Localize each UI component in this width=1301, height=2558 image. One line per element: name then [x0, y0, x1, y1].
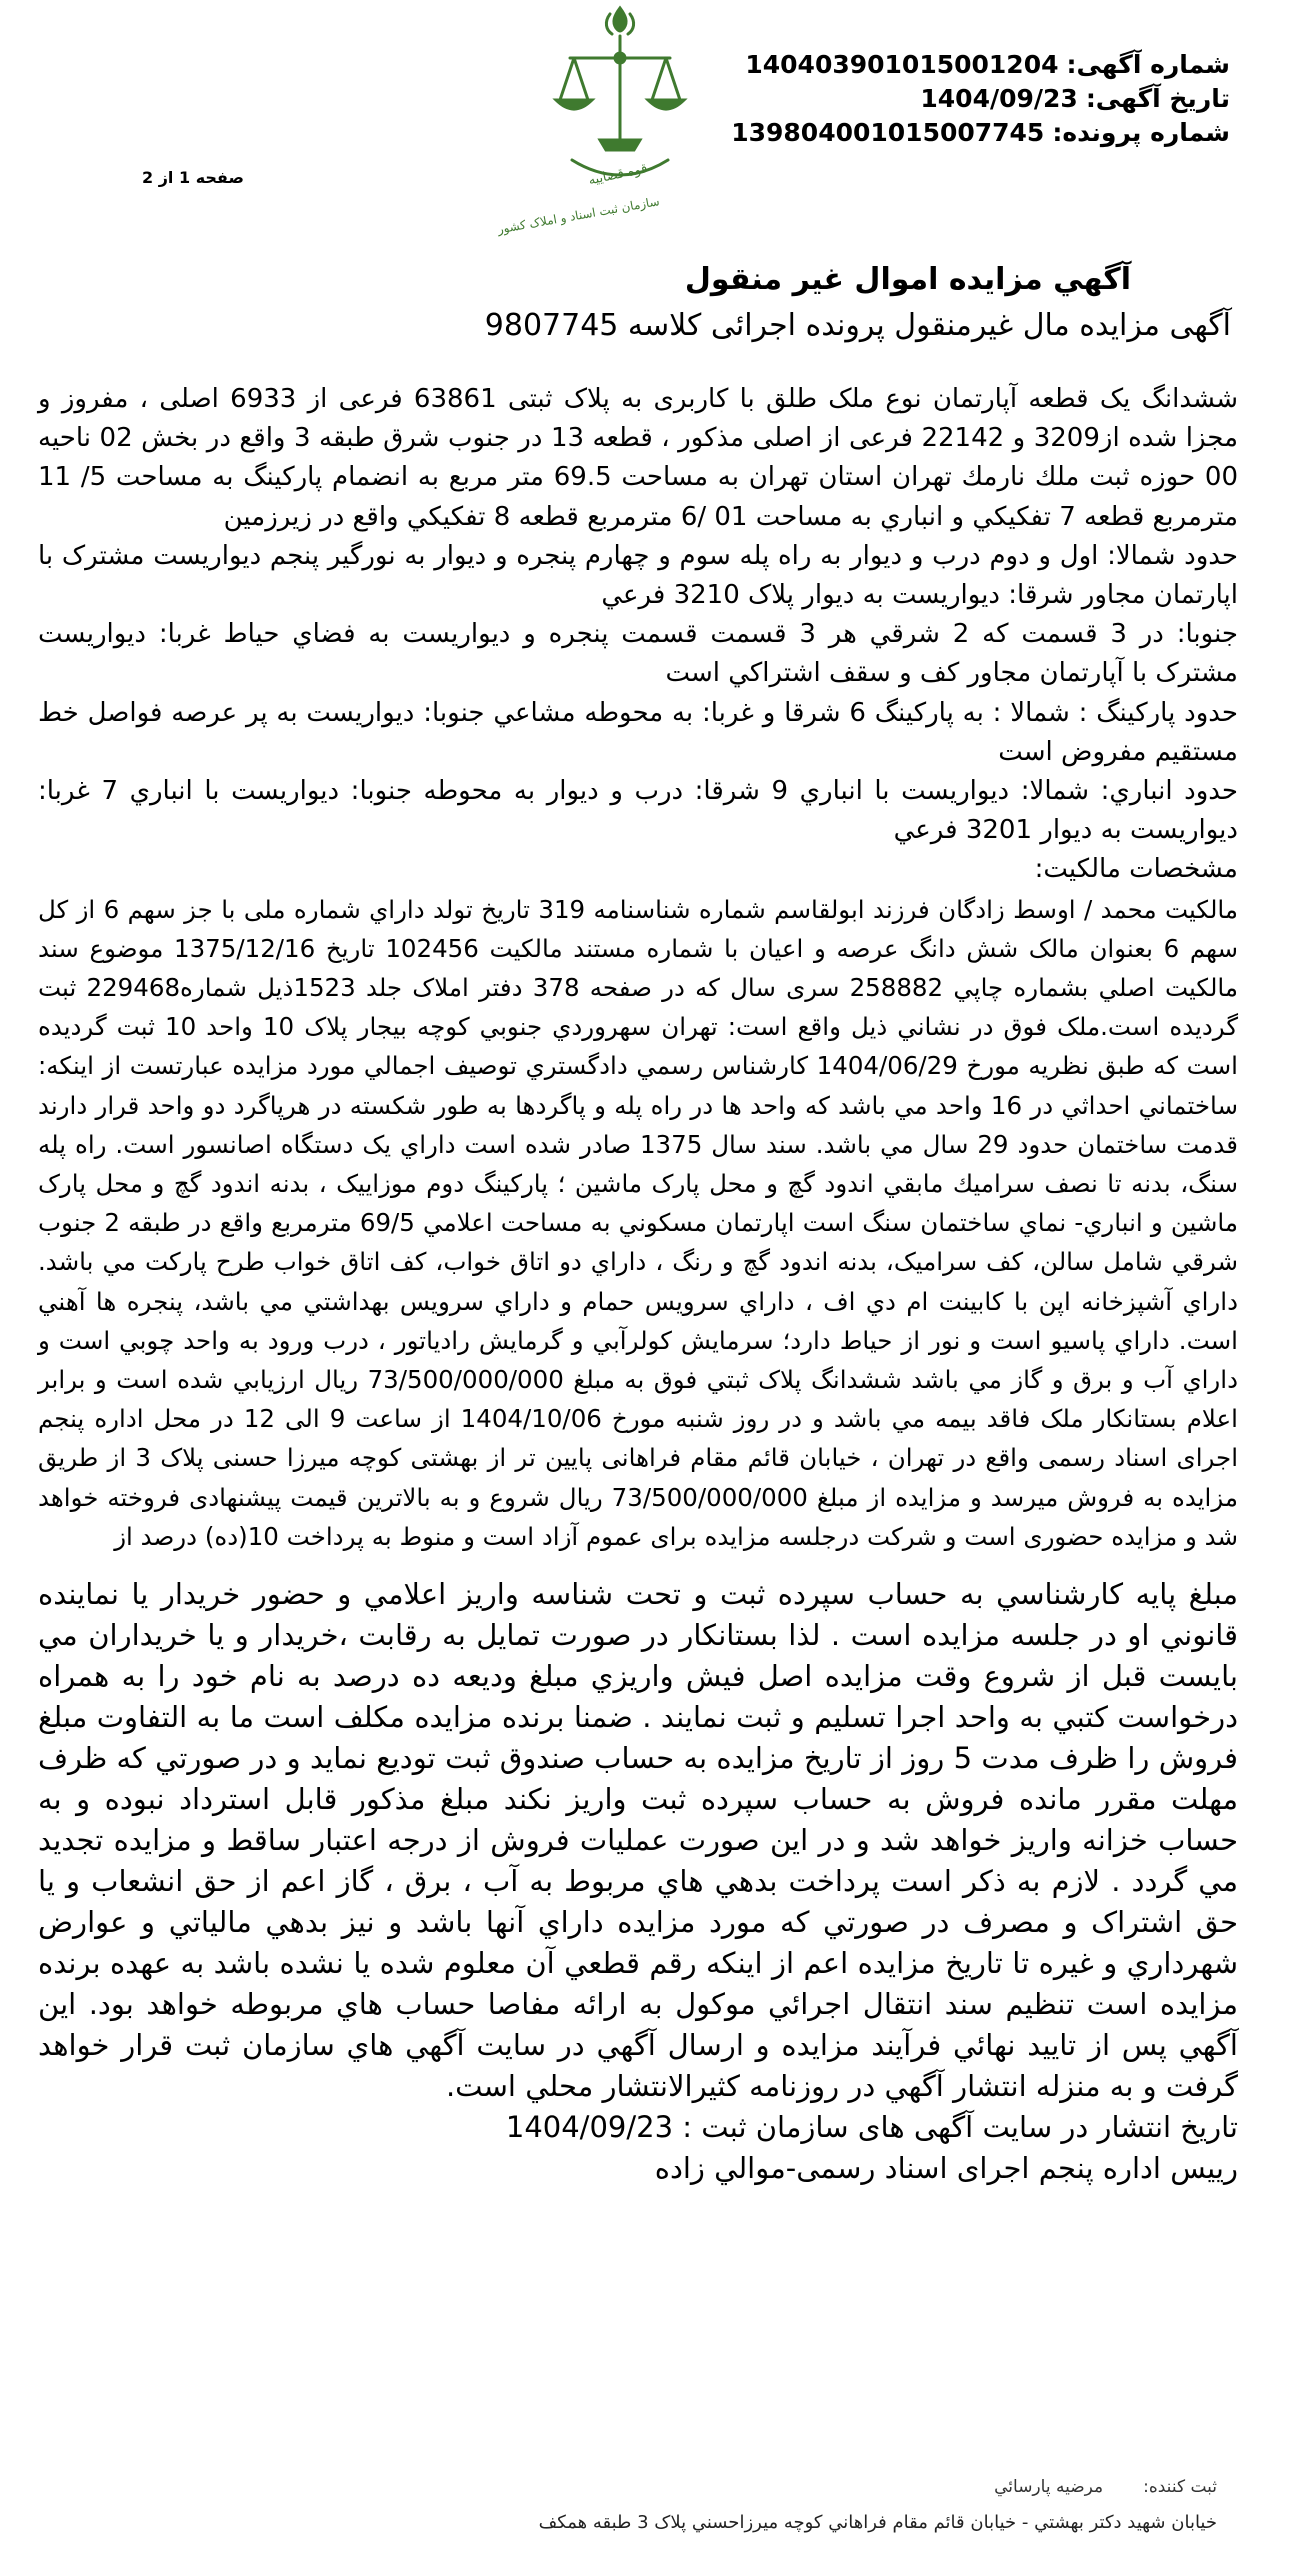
- notice-number-row: [745, 48, 1230, 82]
- judiciary-emblem: [496, 0, 700, 237]
- case-number: 139804001015007745: [731, 118, 1045, 147]
- ownership-heading: مشخصات مالکیت:: [1034, 854, 1238, 885]
- page-subtitle: آگهی مزایده مال غیرمنقول پرونده اجرائی کلاسه 9807745: [484, 308, 1231, 343]
- svg-text:سازمان ثبت اسناد و املاک کشور: سازمان ثبت اسناد و املاک کشور: [496, 194, 661, 237]
- case-number-row: [731, 116, 1230, 150]
- storage-boundaries: حدود انباري: شمالا: ديواريست با انباري 9 شرقا: درب و ديوار به محوطه جنوبا: ديواريست با انباري 7 غربا: ديواريست به ديوار 3201 فرعي: [38, 776, 1238, 846]
- page-title: آگهي مزايده اموال غير منقول: [684, 262, 1131, 297]
- registrar-line: [0, 2477, 1301, 2497]
- property-description: ششدانگ یک قطعه آپارتمان نوع ملک طلق با کاربری به پلاک ثبتی 63861 فرعی از 6933 اصلی ، مفروز و مجزا شده از3209 و 22142 فرعی از اصلی مذکور ، قطعه 13 در جنوب شرق طبقه 3 واقع در بخش 02 ناحیه 00 حوزه ثبت ملك نارمك تهران استان تهران به مساحت 69.5 متر مربع به انضمام پاركينگ به مساحت 5/ 11 مترمربع قطعه 7 تفكيكي و انباري به مساحت 01 /6 مترمربع قطعه 8 تفكيكي واقع در زيرزمين: [38, 384, 1239, 532]
- page-indicator: صفحه 1 از 2: [142, 168, 244, 187]
- case-number-label: شماره پرونده:: [1052, 118, 1230, 147]
- notice-body: [38, 380, 1238, 2189]
- parking-boundaries: حدود پاركينگ : شمالا : به پاركينگ 6 شرقا و غربا: به محوطه مشاعي جنوبا: ديواريست به پر عرصه فواصل خط مستقيم مفروض است: [38, 697, 1238, 767]
- scales-of-justice-icon: [496, 0, 700, 237]
- publish-date-line: تاريخ انتشار در سايت آگهی های سازمان ثبت : 1404/09/23: [505, 2110, 1238, 2145]
- registrar-name: مرضيه پارسائي: [994, 2477, 1104, 2497]
- notice-date-row: [760, 82, 1230, 116]
- footer-address: خيابان شهيد دكتر بهشتي - خيابان قائم مقام فراهاني كوچه ميرزاحسني پلاک 3 طبقه همكف: [538, 2512, 1217, 2533]
- boundaries-south-west: جنوبا: در 3 قسمت كه 2 شرقي هر 3 قسمت قسمت پنجره و ديواريست به فضاي حياط غربا: ديواريست مشترک با آپارتمان مجاور كف و سقف اشتراكي است: [38, 619, 1239, 689]
- notice-number-label: شماره آگهی:: [1066, 50, 1230, 79]
- notice-date: 1404/09/23: [920, 84, 1078, 113]
- boundaries-north-east: حدود شمالا: اول و دوم درب و ديوار به راه پله سوم و چهارم پنجره و ديوار به نورگير پنجم ديواريست مشترک با اپارتمان مجاور شرقا: ديواريست به ديوار پلاک 3210 فرعي: [38, 540, 1238, 611]
- auction-terms: مبلغ پايه كارشناسي به حساب سپرده ثبت و تحت شناسه واريز اعلامي و حضور خريدار يا نماينده قانوني او در جلسه مزايده است . لذا بستانكار در صورت تمايل به رقابت ،خريدار و يا خريداران مي بايست قبل از شروع وقت مزايده اصل فيش واريزي مبلغ وديعه ده درصد به نام خود را به همراه درخواست كتبي به واحد اجرا تسليم و ثبت نمايند . ضمنا برنده مزايده مكلف است ما به التفاوت مبلغ فروش را ظرف مدت 5 روز از تاريخ مزايده به حساب صندوق ثبت توديع نمايد و در صورتي كه ظرف مهلت مقرر مانده فروش به حساب سپرده ثبت واريز نكند مبلغ مذكور قابل استرداد نبوده و به حساب خزانه واريز خواهد شد و در اين صورت عمليات فروش از درجه اعتبار ساقط و مزايده تجديد مي گردد . لازم به ذكر است پرداخت بدهي هاي مربوط به آب ، برق ، گاز اعم از حق انشعاب و يا حق اشتراک و مصرف در صورتي كه مورد مزايده داراي آنها باشد و نيز بدهي مالياتي و عوارض شهرداري و غيره تا تاريخ مزايده اعم از اينكه رقم قطعي آن معلوم شده يا نشده باشد به عهده برنده مزايده است تنظيم سند انتقال اجرائي موكول به ارائه مفاصا حساب هاي مربوطه خواهد بود. اين آگهي پس از تاييد نهائي فرآيند مزايده و ارسال آگهي در سايت آگهي هاي سازمان ثبت قرار خواهد گرفت و به منزله انتشار آگهي در روزنامه كثيرالانتشار محلي است.: [38, 1577, 1238, 2104]
- notice-number: 140403901015001204: [745, 50, 1059, 79]
- notice-date-label: تاریخ آگهی:: [1085, 84, 1230, 113]
- signature-line: رييس اداره پنجم اجرای اسناد رسمی-موالي زاده: [654, 2151, 1238, 2186]
- notice-meta: [731, 48, 1230, 150]
- svg-text:قوه قضاييه: قوه قضاييه: [587, 161, 649, 189]
- ownership-details: مالكيت محمد / اوسط زادگان فرزند ابولقاسم شماره شناسنامه 319 تاريخ تولد داراي شماره ملی با جز سهم 6 از كل سهم 6 بعنوان مالک شش دانگ عرصه و اعيان با شماره مستند مالکیت 102456 تاريخ 1375/12/16 موضوع سند مالكيت اصلي بشماره چاپي 258882 سری سال كه در صفحه 378 دفتر املاک جلد 1523ذيل شماره229468 ثبت گرديده است.ملک فوق در نشاني ذيل واقع است: تهران سهروردي جنوبي كوچه بيجار پلاک 10 واحد 10 ثبت گرديده است كه طبق نظريه مورخ 1404/06/29 كارشناس رسمي دادگستري توصيف اجمالي مورد مزايده عبارتست از اينكه: ساختماني احداثي در 16 واحد مي باشد كه واحد ها در راه پله و پاگردها به طور شكسته در هرپاگرد دو واحد قرار دارند قدمت ساختمان حدود 29 سال مي باشد. سند سال 1375 صادر شده است داراي يک دستگاه اصانسور است. راه پله سنگ، بدنه تا نصف سراميك مابقي اندود گچ و محل پارک ماشين ؛ پاركينگ دوم موزاييک ، بدنه اندود گچ و محل پارک ماشين و انباري- نماي ساختمان سنگ است اپارتمان مسكوني به مساحت اعلامي 69/5 مترمربع واقع در طبقه 2 جنوب شرقي شامل سالن، كف سراميک، بدنه اندود گچ و رنگ ، داراي دو اتاق خواب، كف اتاق خواب طرح پاركت مي باشد. داراي آشپزخانه اپن با كابينت ام دي اف ، داراي سرويس حمام و داراي سرويس بهداشتي مي باشد، پنجره ها آهني است. داراي پاسيو است و نور از حياط دارد؛ سرمايش كولرآبي و گرمايش رادياتور ، درب ورود به واحد چوبي است و داراي آب و برق و گاز مي باشد ششدانگ پلاک ثبتي فوق به مبلغ 73/500/000/000 ريال ارزيابي شده است و برابر اعلام بستانكار ملک فاقد بيمه مي باشد و در روز شنبه مورخ 1404/10/06 از ساعت 9 الی 12 در محل اداره پنجم اجرای اسناد رسمی واقع در تهران ، خیابان قائم مقام فراهانی پایین تر از بهشتی کوچه میرزا حسنی پلاک 3 از طریق مزایده به فروش میرسد و مزایده از مبلغ 73/500/000/000 ریال شروع و به بالاترین قیمت پیشنهادی فروخته خواهد شد و مزایده حضوری است و شرکت درجلسه مزایده برای عموم آزاد است و منوط به پرداخت 10(ده) درصد از: [38, 894, 1239, 1551]
- registrar-label: ثبت كننده:: [1143, 2477, 1217, 2497]
